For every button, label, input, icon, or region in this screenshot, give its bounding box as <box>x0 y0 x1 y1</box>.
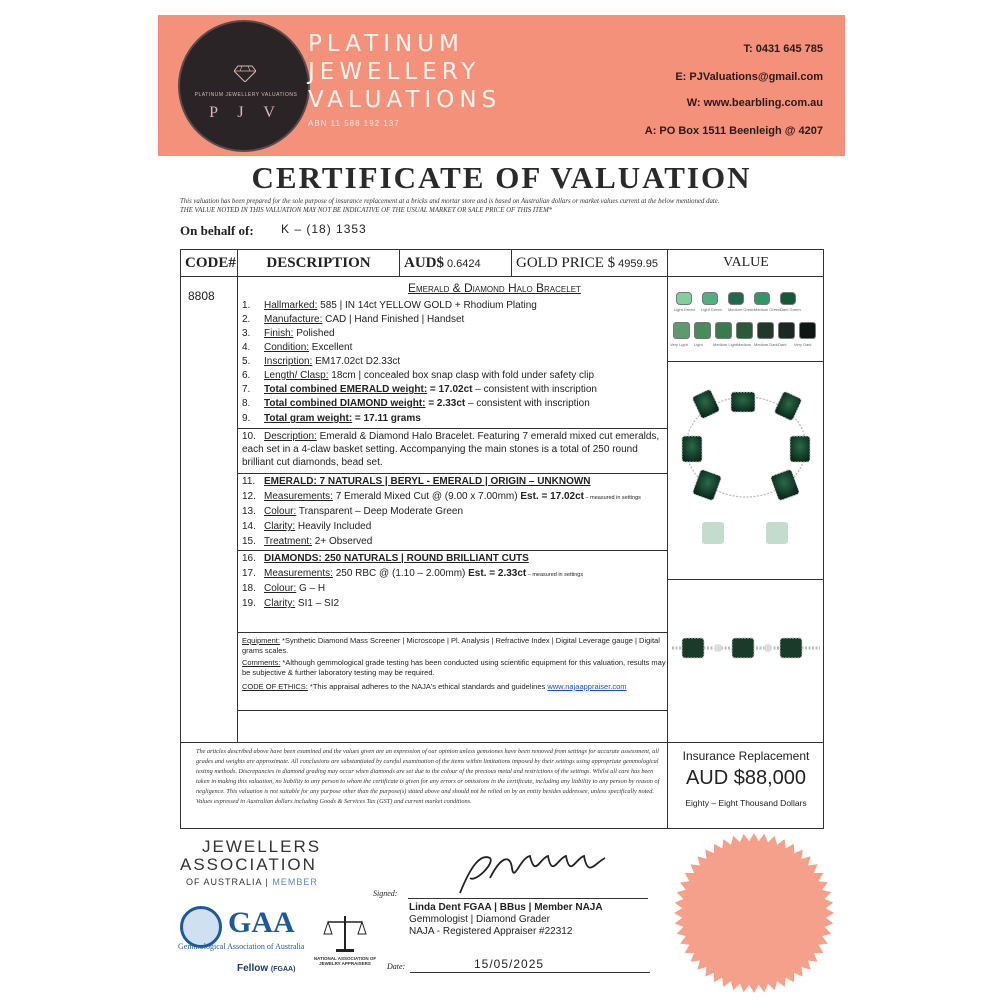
diamond-heading: 16. DIAMONDS: 250 NATURALS | ROUND BRILLIANT CUTS <box>242 553 529 564</box>
bracelet-image <box>668 362 824 580</box>
scale-label: Medium Dark <box>754 342 778 347</box>
bracelet-photo-flat <box>668 579 824 742</box>
section-divider <box>238 710 667 711</box>
weight-line: 9. Total gram weight: = 17.11 grams <box>242 413 421 424</box>
valuation-disclaimer <box>180 198 830 215</box>
terms-footer <box>181 742 668 829</box>
diamond-icon <box>234 64 256 82</box>
colour-swatch <box>702 292 718 305</box>
letterhead-banner <box>158 15 845 156</box>
detail-line: 4. Condition: Excellent <box>242 342 353 353</box>
section-divider <box>238 632 667 633</box>
terms-text: The articles described above have been examined and the values given are an expression of our opinion unless gemstones have been removed from settings for accurate assessment, all grades and weights are approximate. All conclusions are substantiated by careful examination of the items within limitations imposed by their settings using appropriate gemmological testing methods. Discrepancies in diamond grading may occur when diamonds are set due to the colour of the precious metal and restrictions of the settings. Whilst all care has been taken in making this valuation, no liability to any person to whom the certificate is given for any errors or omissions in the certificate, including any liability to any person by reason of negligence. This valuation is not suitable for any purpose other than the purpose(s) stated above and should not be relied on by an entity besides addressee, unless specifically noted. Values expressed in Australian dollars including Goods & Services Tax (GST) and current market conditions. <box>196 748 660 805</box>
jaa-sub: OF AUSTRALIA | MEMBER <box>186 877 318 887</box>
pjv-logo <box>178 20 310 152</box>
jaa-line-1: JEWELLERS <box>202 837 322 856</box>
signature-line <box>408 898 648 899</box>
signer-registration: NAJA - Registered Appraiser #22312 <box>409 926 573 937</box>
comments-note: Comments: *Although gemmological grade testing has been conducted using scientific equipment for this valuation, results may be subjective & further laboratory testing may be required. <box>242 658 666 677</box>
jaa-line-2: ASSOCIATION <box>180 855 317 874</box>
scale-label: Light <box>694 342 703 347</box>
item-title: Emerald & Diamond Halo Bracelet <box>408 281 581 295</box>
colour-swatch <box>778 322 795 339</box>
colour-swatch <box>676 292 692 305</box>
colour-swatch <box>673 322 690 339</box>
scale-label: Light Green <box>674 307 695 312</box>
diamond-measurements: 17. Measurements: 250 RBC @ (1.10 – 2.00mm) Est. = 2.33ct – measured in settings <box>242 568 584 579</box>
header-aud <box>400 250 512 277</box>
description-column <box>238 277 668 742</box>
certificate-seal <box>673 832 835 994</box>
weight-line: 7. Total combined EMERALD weight: = 17.02ct – consistent with inscription <box>242 384 597 395</box>
emerald-heading: 11. EMERALD: 7 NATURALS | BERYL - EMERALD | ORIGIN – UNKNOWN <box>242 476 591 487</box>
jaa-logo <box>180 838 321 874</box>
emerald-colour-scale-top <box>676 292 796 305</box>
header-code: CODE# <box>181 250 238 277</box>
gaa-full-name: Gemmological Association of Australia <box>178 942 305 951</box>
contact-website[interactable]: W: www.bearbling.com.au <box>686 97 823 109</box>
emerald-measurements: 12. Measurements: 7 Emerald Mixed Cut @ (9.00 x 7.00mm) Est. = 17.02ct – measured in settings <box>242 491 641 502</box>
bracelet-flat-image <box>668 580 824 743</box>
emerald-clarity: 14. Clarity: Heavily Included <box>242 521 372 532</box>
aud-label: AUD$ <box>404 255 444 271</box>
aud-rate: 0.6424 <box>447 258 481 270</box>
weight-line: 8. Total combined DIAMOND weight: = 2.33ct – consistent with inscription <box>242 398 590 409</box>
ethics-note: CODE OF ETHICS: *This appraisal adheres to the NAJA's ethical standards and guidelines www.najaappraiser.com <box>242 682 627 691</box>
detail-line: 2. Manufacture: CAD | Hand Finished | Handset <box>242 314 465 325</box>
contact-address: A: PO Box 1511 Beenleigh @ 4207 <box>644 125 823 137</box>
logo-ring-text: PLATINUM JEWELLERY VALUATIONS <box>194 92 298 98</box>
detail-line: 1. Hallmarked: 585 | IN 14ct YELLOW GOLD + Rhodium Plating <box>242 300 537 311</box>
on-behalf-value: K – (18) 1353 <box>281 222 367 236</box>
colour-swatch <box>754 292 770 305</box>
brand-line-1: PLATINUM <box>308 31 464 57</box>
scale-label: Medium <box>737 342 752 347</box>
on-behalf-label: On behalf of: <box>180 223 254 238</box>
colour-swatch <box>780 292 796 305</box>
scale-label: Dark <box>778 342 787 347</box>
reflection <box>702 522 788 544</box>
emerald-colour-scale-bottom <box>673 322 816 339</box>
date-value: 15/05/2025 <box>474 957 545 971</box>
insurance-label: Insurance Replacement <box>682 749 810 763</box>
header-description: DESCRIPTION <box>238 250 400 277</box>
document-title: CERTIFICATE OF VALUATION <box>251 160 752 195</box>
contact-email[interactable]: E: PJValuations@gmail.com <box>675 71 823 83</box>
disclaimer-line-1: This valuation has been prepared for the sole purpose of insurance replacement at a bricks and mortar store and is based on Australian dollars or market values current at the below mentioned date. <box>180 198 720 205</box>
colour-swatch <box>736 322 753 339</box>
scale-label: Medium Green <box>728 307 755 312</box>
detail-line: 5. Inscription: EM17.02ct D2.33ct <box>242 356 401 367</box>
bracelet-photo-top <box>668 361 824 579</box>
scale-label: Medium Green <box>754 307 781 312</box>
code-column <box>181 277 238 742</box>
scale-label: Light Green <box>701 307 722 312</box>
scale-label: Dark Green <box>780 307 801 312</box>
header-gold-price <box>512 250 668 277</box>
section-divider <box>238 473 667 474</box>
scale-label: Medium Light <box>713 342 738 347</box>
section-divider <box>238 550 667 551</box>
header-value: VALUE <box>668 250 824 277</box>
colour-swatch <box>694 322 711 339</box>
emerald-stones <box>682 389 810 501</box>
colour-swatch <box>715 322 732 339</box>
gold-label: GOLD PRICE $ <box>516 255 616 271</box>
scale-label: Very Dark <box>794 342 812 347</box>
section-divider <box>238 428 667 429</box>
item-description: 10. Description: Emerald & Diamond Halo Bracelet. Featuring 7 emerald mixed cut emeralds, each set in a 4-claw basket setting. Accompanying the main stones is a total of 250 round brilliant cut diamonds, bead set. <box>242 431 660 468</box>
colour-swatch <box>757 322 774 339</box>
emerald-treatment: 15. Treatment: 2+ Observed <box>242 536 373 547</box>
colour-swatch <box>728 292 744 305</box>
date-label: Date: <box>387 962 406 971</box>
diamond-colour: 18. Colour: G – H <box>242 583 326 594</box>
valuation-table <box>180 249 824 829</box>
detail-line: 3. Finish: Polished <box>242 328 335 339</box>
abn-number: ABN 11 588 192 137 <box>308 119 400 128</box>
naja-logo-text: NATIONAL ASSOCIATION OF JEWELRY APPRAISERS <box>313 956 377 966</box>
jaa-member: MEMBER <box>272 877 318 887</box>
insurance-amount-words: Eighty – Eight Thousand Dollars <box>685 798 807 808</box>
value-column <box>668 277 824 742</box>
scale-label: Very Light <box>670 342 688 347</box>
scales-of-justice-icon <box>320 912 370 954</box>
detail-line: 6. Length/ Clasp: 18cm | concealed box snap clasp with fold under safety clip <box>242 370 595 381</box>
signed-label: Signed: <box>373 889 398 898</box>
naja-link[interactable]: www.najaappraiser.com <box>547 682 627 691</box>
date-line <box>410 972 650 973</box>
brand-line-3: VALUATIONS <box>308 87 502 113</box>
insurance-box <box>668 742 824 829</box>
gaa-fellow: Fellow (FGAA) <box>237 963 296 974</box>
disclaimer-line-2: THE VALUE NOTED IN THIS VALUATION MAY NOT BE INDICATIVE OF THE USUAL MARKET OR SALE PRICE OF THIS ITEM* <box>180 206 553 214</box>
emerald-colour: 13. Colour: Transparent – Deep Moderate Green <box>242 506 464 517</box>
brand-line-2: JEWELLERY <box>308 59 481 85</box>
gaa-logo-text: GAA <box>228 906 295 939</box>
item-code: 8808 <box>188 289 215 303</box>
signer-name: Linda Dent FGAA | BBus | Member NAJA <box>409 902 603 913</box>
signer-role: Gemmologist | Diamond Grader <box>409 914 550 925</box>
logo-monogram: P J V <box>209 104 283 121</box>
contact-phone: T: 0431 645 785 <box>743 43 823 55</box>
gold-price-value: 4959.95 <box>618 258 658 270</box>
equipment-note: Equipment: *Synthetic Diamond Mass Screener | Microscope | Pl. Analysis | Refractive Index | Digital Leverage gauge | Digital grams scales. <box>242 636 660 655</box>
colour-swatch <box>799 322 816 339</box>
handwritten-signature <box>440 848 640 898</box>
diamond-clarity: 19. Clarity: SI1 – SI2 <box>242 598 340 609</box>
insurance-amount: AUD $88,000 <box>685 767 807 789</box>
